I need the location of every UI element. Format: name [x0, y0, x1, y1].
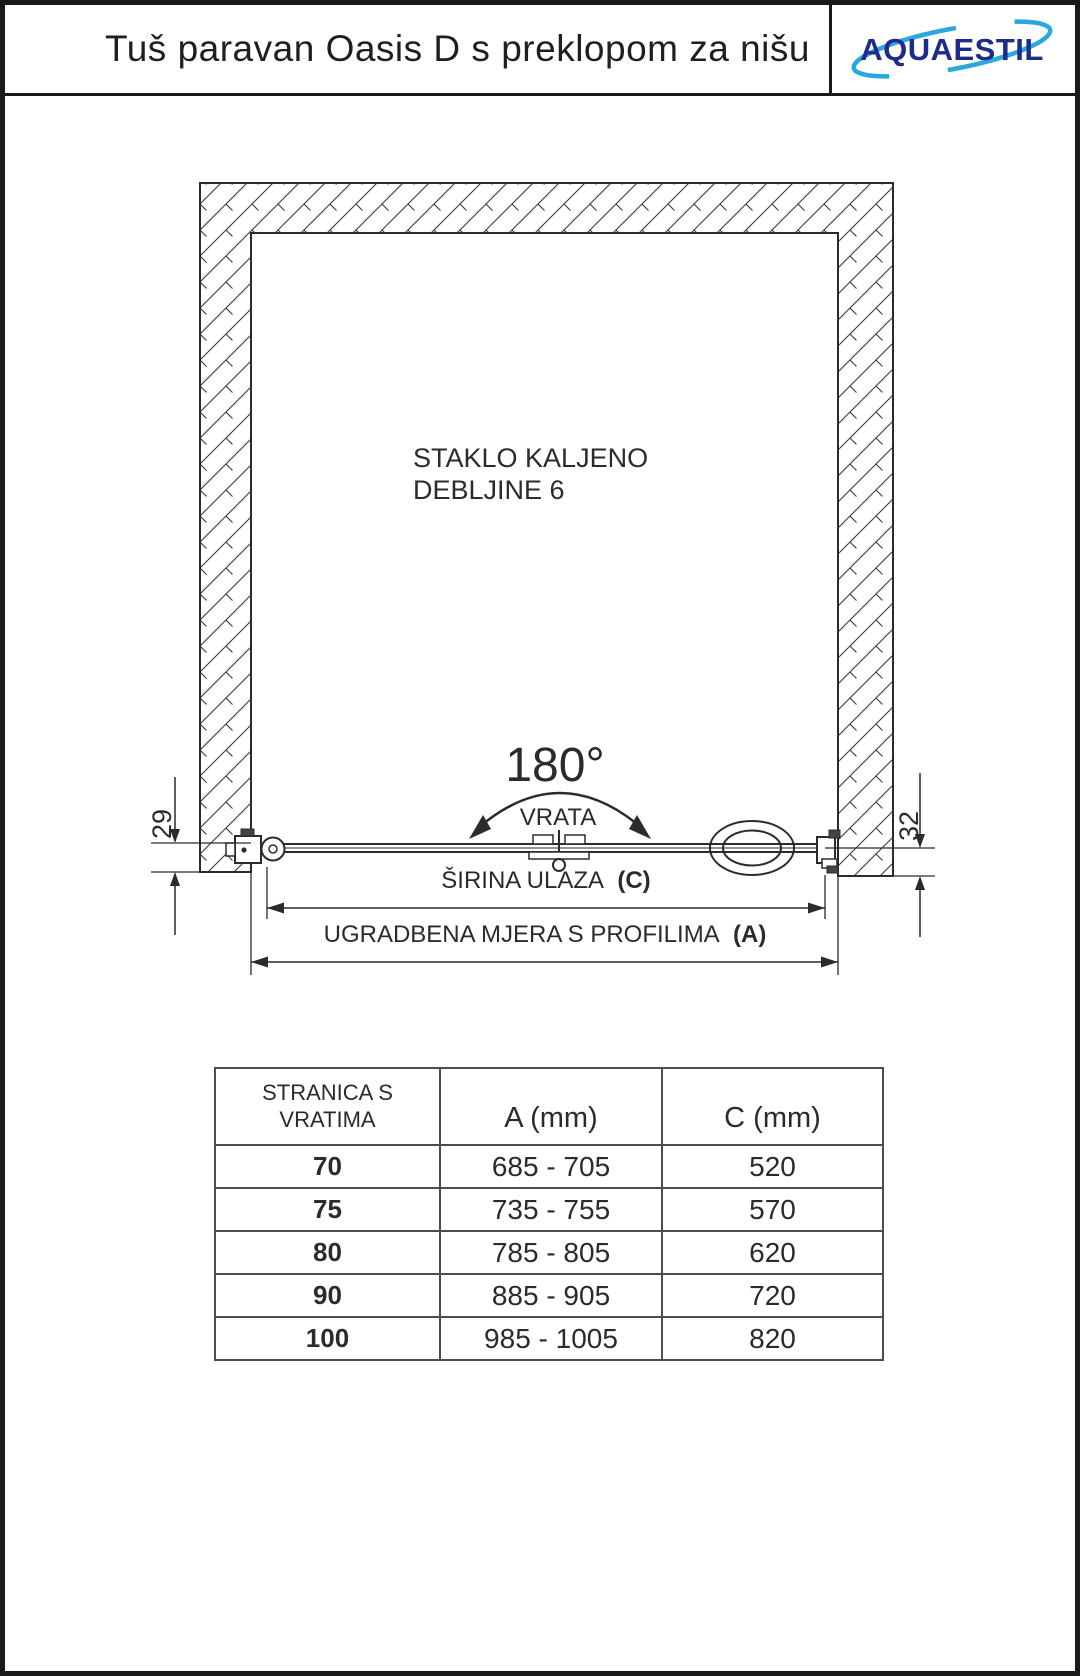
title-cell	[5, 5, 829, 93]
dimC-label-text: ŠIRINA ULAZA	[441, 867, 603, 894]
table-row	[215, 1188, 883, 1231]
technical-drawing	[5, 165, 1080, 1025]
pivot-clamp-right	[565, 835, 585, 844]
c-value: 570	[662, 1188, 883, 1231]
right-profile-knob-top	[829, 830, 840, 838]
table-row	[215, 1145, 883, 1188]
a-value: 685 - 705	[440, 1145, 662, 1188]
c-value: 720	[662, 1274, 883, 1317]
a-value: 735 - 755	[440, 1188, 662, 1231]
page-title: Tuš paravan Oasis D s preklopom za nišu	[105, 28, 810, 69]
header-c-column: C (mm)	[662, 1068, 883, 1145]
size-value: 80	[215, 1231, 440, 1274]
glass-note-line1: STAKLO KALJENO	[413, 443, 649, 473]
dimC-label	[441, 866, 650, 894]
left-hinge-screw	[241, 847, 246, 852]
table-row	[215, 1231, 883, 1274]
header-size-line1: STRANICA S	[262, 1080, 393, 1106]
aquaestil-logo	[844, 17, 1064, 81]
header-size-column	[215, 1068, 440, 1145]
table-row	[215, 1274, 883, 1317]
dimA-label-text: UGRADBENA MJERA S PROFILIMA	[323, 921, 719, 948]
header	[5, 5, 1075, 96]
left-profile-tab	[226, 843, 235, 856]
dimA-arrow-right	[821, 957, 838, 968]
dimC-label-key: (C)	[617, 867, 651, 894]
size-value: 75	[215, 1188, 440, 1231]
logo-cell	[829, 5, 1075, 93]
a-value: 785 - 805	[440, 1231, 662, 1274]
dim32-value: 32	[894, 810, 924, 841]
dimA-arrow-left	[251, 957, 268, 968]
dim32-arrow-up	[915, 876, 925, 890]
dimA-label	[324, 921, 767, 948]
size-table	[214, 1067, 884, 1361]
swing-arrow-left	[469, 815, 491, 839]
a-value: 885 - 905	[440, 1274, 662, 1317]
left-profile-block	[235, 836, 261, 863]
header-size-line2: VRATIMA	[279, 1106, 376, 1132]
table-row	[215, 1317, 883, 1360]
size-value: 100	[215, 1317, 440, 1360]
left-profile-knob	[241, 829, 254, 836]
dim29-value: 29	[147, 808, 177, 839]
size-value: 90	[215, 1274, 440, 1317]
size-value: 70	[215, 1145, 440, 1188]
swing-angle-label: 180°	[505, 739, 605, 792]
left-hinge-pin	[269, 845, 277, 853]
dimC-arrow-left	[267, 903, 284, 914]
logo-text: AQUAESTIL	[859, 32, 1044, 67]
header-a-column: A (mm)	[440, 1068, 662, 1145]
door-label: VRATA	[519, 804, 597, 831]
pivot-clamp-left	[533, 835, 553, 844]
pivot-plate	[529, 852, 589, 859]
swing-arrow-right	[629, 815, 651, 839]
c-value: 620	[662, 1231, 883, 1274]
a-value: 985 - 1005	[440, 1317, 662, 1360]
dim29-arrow-up	[170, 872, 180, 886]
glass-note-line2: DEBLJINE 6	[413, 475, 565, 505]
dimA-label-key: (A)	[733, 921, 767, 948]
right-profile-knob-bottom	[827, 866, 838, 873]
table-header-row	[215, 1068, 883, 1145]
c-value: 820	[662, 1317, 883, 1360]
c-value: 520	[662, 1145, 883, 1188]
dimC-arrow-right	[808, 903, 825, 914]
